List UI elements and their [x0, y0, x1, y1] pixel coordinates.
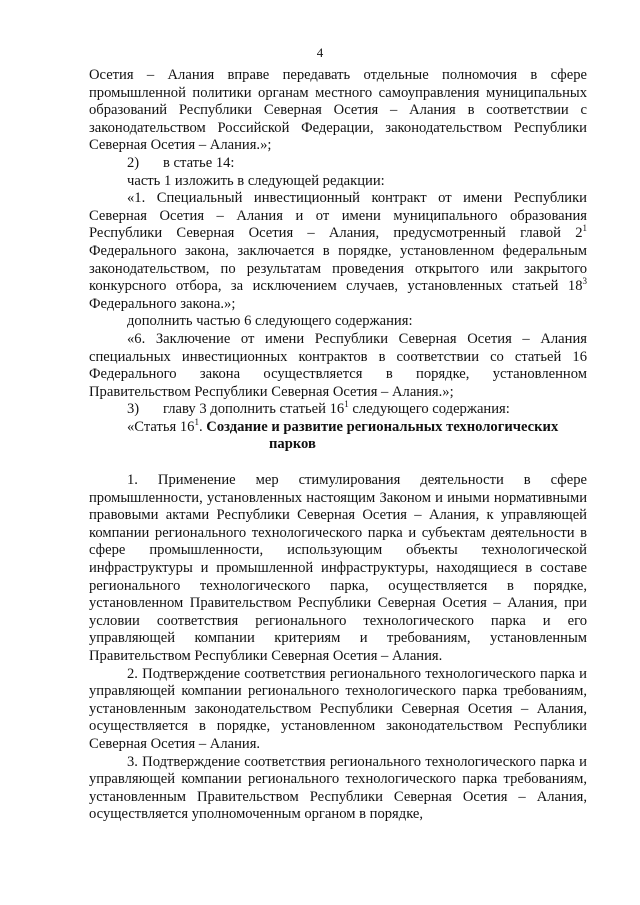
text-segment: следующего содержания:: [348, 401, 510, 418]
list-item-number: 2): [127, 154, 140, 171]
list-item-2: [89, 155, 587, 173]
superscript: 1: [194, 416, 199, 427]
superscript: 3: [582, 276, 587, 287]
heading-dot: .: [198, 418, 207, 435]
paragraph-part6-intro: дополнить частью 6 следующего содержания:: [127, 313, 413, 330]
heading-title: Создание и развитие региональных технологических: [206, 418, 559, 435]
article-paragraph-3: 3. Подтверждение соответствия регионального технологического парка и управляющей компании регионального технологического парка требованиям, установленным Правительством Республики Северная Осетия – Алания, осуществляется уполномоченным органом в порядке,: [89, 753, 587, 823]
heading-title-continuation: парков: [269, 436, 316, 453]
text-segment: «1. Специальный инвестиционный контракт от имени Республики Северная Осетия – Алания и от имени муниципального образования Республики Северная Осетия – Алания, предусмотренный главой 2: [89, 190, 587, 242]
text-segment: Федерального закона.»;: [89, 295, 236, 312]
text-segment: Федерального закона, заключается в порядке, установленном федеральным законодательством, по результатам проведения открытого или закрытого конкурсного отбора, за исключением случаев, установленных статьей 18: [89, 242, 587, 295]
article-heading: [89, 416, 587, 454]
paragraph-special-contract: [89, 190, 587, 313]
list-item-3: [89, 401, 587, 419]
paragraph-part6: «6. Заключение от имени Республики Северная Осетия – Алания специальных инвестиционных контрактов в соответствии со статьей 16 Федерального закона осуществляется в порядке, установленном Правительством Республики Северная Осетия – Алания.»;: [89, 330, 587, 400]
list-item-text: в статье 14:: [163, 154, 235, 171]
article-paragraph-1: 1. Применение мер стимулирования деятельности в сфере промышленности, установленных настоящим Законом и иными нормативными правовыми актами Республики Северная Осетия – Алания, к управляющей компании регионального технологического парка и субъектам деятельности в сфере промышленности, использующим объекты технологической инфраструктуры и промышленной инфраструктуры, находящиеся в составе регионального технологического парка, осуществляется в порядке, установленном Правительством Республики Северная Осетия – Алания, при условии соответствия регионального технологического парка и его управляющей компании критериям и требованиям, установленным Правительством Республики Северная Осетия – Алания.: [89, 472, 587, 664]
document-body: [89, 67, 587, 824]
superscript: 1: [582, 223, 587, 234]
paragraph-continuation: Осетия – Алания вправе передавать отдельные полномочия в сфере промышленной политики органам местного самоуправления муниципальных образований Республики Северная Осетия – Алания в соответствии с законодательством Российской Федерации, законодательством Республики Северная Осетия – Алания.»;: [89, 67, 587, 154]
page-number: 4: [316, 45, 324, 60]
heading-prefix: «Статья 16: [127, 418, 195, 435]
spacer: [89, 454, 587, 472]
text-segment: главу 3 дополнить статьей 16: [163, 401, 345, 418]
list-item-number: 3): [127, 401, 140, 418]
paragraph-part1-intro: часть 1 изложить в следующей редакции:: [127, 172, 385, 189]
superscript: 1: [344, 399, 349, 410]
article-paragraph-2: 2. Подтверждение соответствия регионального технологического парка и управляющей компании регионального технологического парка требованиям, установленным законодательством Республики Северная Осетия – Алания, осуществляется в порядке, установленном законодательством Республики Северная Осетия – Алания.: [89, 665, 587, 752]
